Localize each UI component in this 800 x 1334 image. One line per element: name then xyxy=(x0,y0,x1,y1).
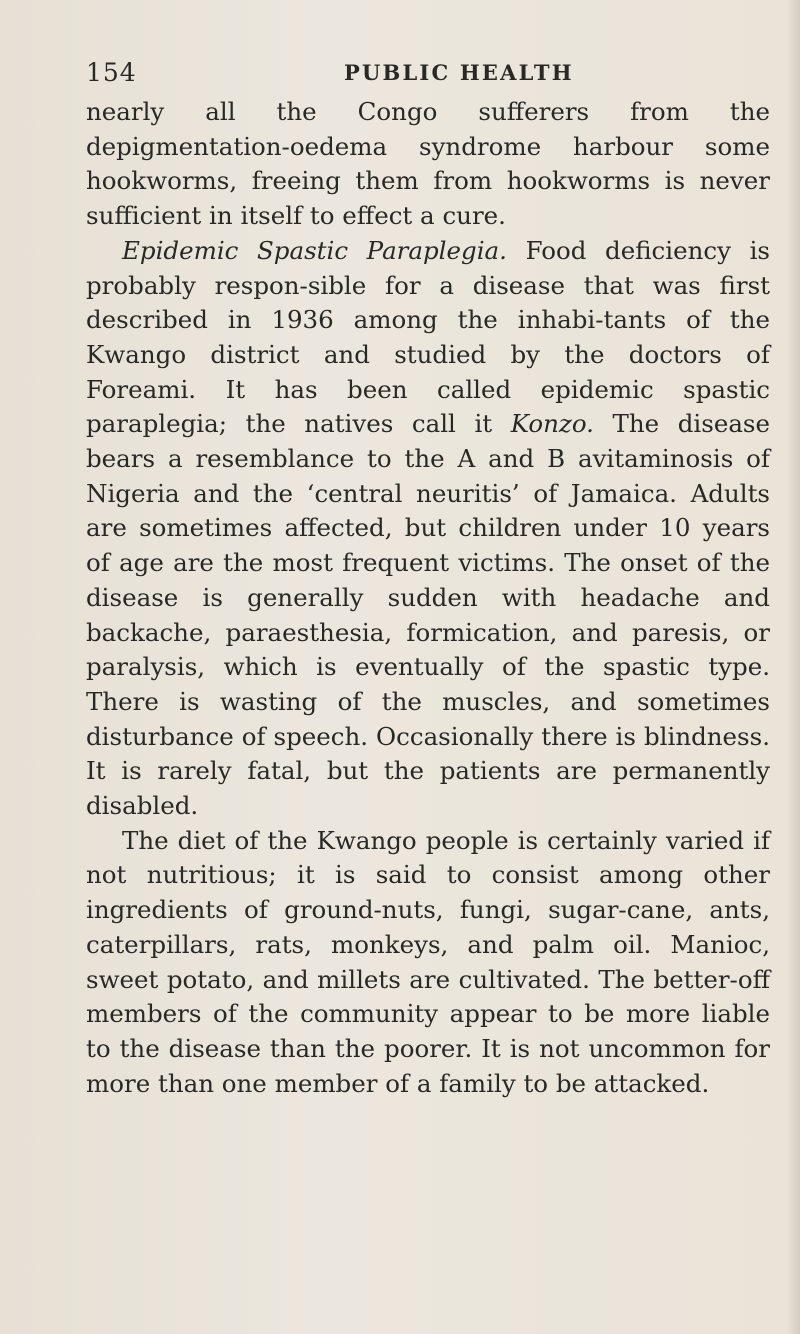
paragraph-text: nearly all the Congo sufferers from the depigmentation-oedema syndrome harbour some hookworms, freeing them from hookworms is never sufficient in itself to effect a cure. xyxy=(86,97,770,231)
paragraph-epidemic-spastic-paraplegia xyxy=(86,234,770,824)
native-term: Konzo. xyxy=(510,409,594,439)
body-text xyxy=(86,95,770,1101)
page-header xyxy=(86,58,766,92)
page-number: 154 xyxy=(86,58,137,87)
paragraph-kwango-diet xyxy=(86,824,770,1102)
page-edge-shadow xyxy=(786,0,800,1334)
paragraph-text: Food deficiency is probably respon-sible for a disease that was first described in 1936 among the inhabi-tants of the Kwango district and studied by the doctors of Foreami. It has been called epidemic spastic paraplegia; the natives call it xyxy=(86,235,770,439)
running-head: PUBLIC HEALTH xyxy=(344,60,574,85)
paragraph-text: The disease bears a resemblance to the A and B avitaminosis of Nigeria and the ‘central neuritis’ of Jamaica. Adults are sometimes affected, but children under 10 years of age are the most frequent victims. The onset of the disease is generally sudden with headache and backache, paraesthesia, formication, and paresis, or paralysis, which is eventually of the spastic type. There is wasting of the muscles, and sometimes disturbance of speech. Occasionally there is blindness. It is rarely fatal, but the patients are permanently disabled. xyxy=(86,409,771,821)
section-heading: Epidemic Spastic Paraplegia. xyxy=(122,235,507,265)
paragraph-text: The diet of the Kwango people is certainly varied if not nutritious; it is said to consist among other ingredients of ground-nuts, fungi, sugar-cane, ants, caterpillars, rats, monkeys, and palm oil. Manioc, sweet potato, and millets are cultivated. The better-off members of the community appear to be more liable to the disease than the poorer. It is not uncommon for more than one member of a family to be attacked. xyxy=(86,825,770,1098)
paragraph-continuation xyxy=(86,95,770,234)
